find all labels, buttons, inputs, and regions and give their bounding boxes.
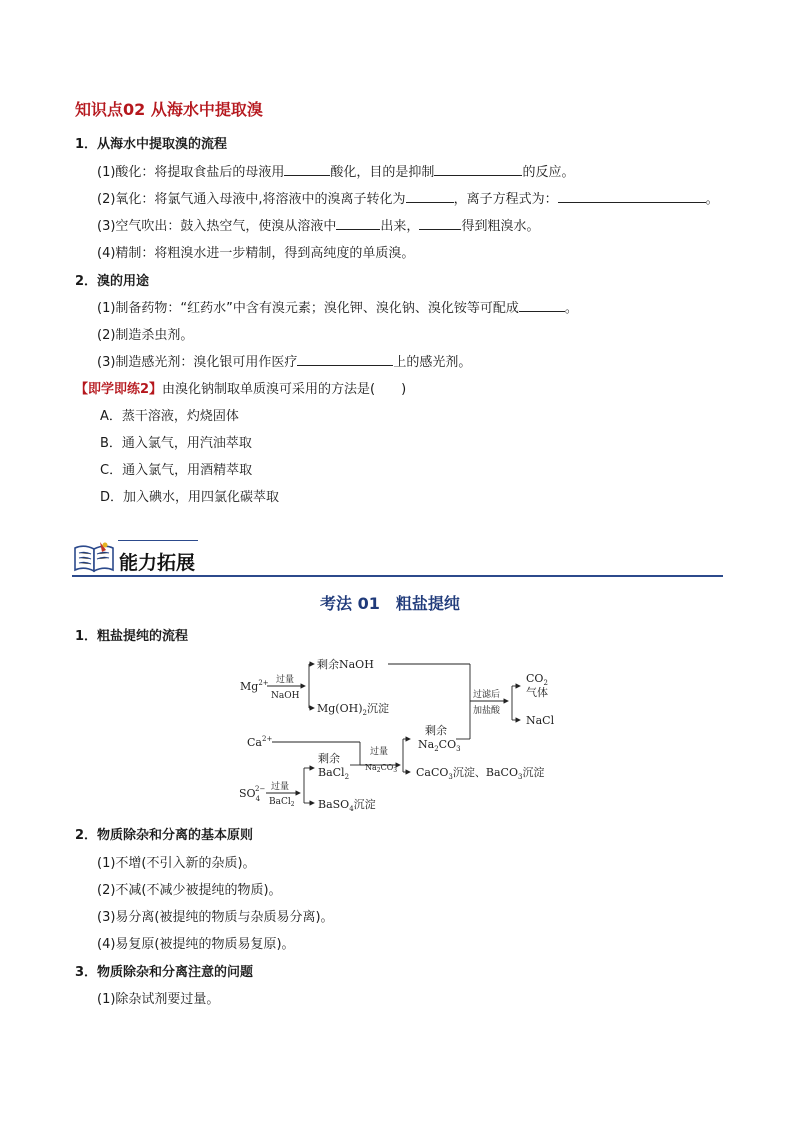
- ion-mg: $Mg^{2+}$: [240, 679, 269, 693]
- text-line: (3)易分离(被提纯的物质与杂质易分离)。: [97, 910, 334, 925]
- flow-node: BaCl$_2$: [318, 766, 350, 781]
- text-line: (1)除杂试剂要过量。: [97, 992, 220, 1007]
- section-title: 知识点02 从海水中提取溴: [75, 100, 263, 119]
- flow-node: CaCO$_3$沉淀、BaCO$_3$沉淀: [416, 766, 545, 781]
- answer-blank: [434, 163, 522, 176]
- reagent-label: 过量: [271, 782, 290, 792]
- flow-node: NaCl: [526, 714, 555, 727]
- text-line: [97, 188, 719, 207]
- text-fragment: 。: [564, 301, 578, 316]
- flow-node: 气体: [526, 686, 548, 699]
- book-icon: [72, 540, 116, 574]
- answer-blank: [419, 217, 461, 230]
- option-c: C．通入氯气，用酒精萃取: [100, 463, 253, 478]
- answer-blank: [284, 163, 330, 176]
- text-line: [97, 297, 578, 316]
- text-fragment: 上的感光剂。: [393, 355, 472, 370]
- flow-node: 剩余: [318, 752, 340, 765]
- text-fragment: 的反应。: [522, 165, 575, 180]
- reagent-label: NaOH: [271, 691, 300, 701]
- practice-tag: 【即学即练2】: [75, 382, 163, 397]
- text-line: (1)不增(不引入新的杂质)。: [97, 856, 256, 871]
- flow-node: $Mg(OH)_2$沉淀: [317, 702, 389, 717]
- banner-top-rule: [118, 540, 198, 541]
- flow-node: 剩余NaOH: [317, 658, 374, 671]
- flow-node: 剩余: [425, 724, 447, 737]
- text-fragment: ，离子方程式为：: [453, 192, 558, 207]
- banner-rule: [72, 575, 723, 577]
- answer-blank: [406, 190, 454, 203]
- text-line: (2)制造杀虫剂。: [97, 328, 194, 343]
- answer-blank: [519, 299, 565, 312]
- reagent-label: 过量: [276, 675, 295, 685]
- banner-title: 能力拓展: [119, 552, 196, 574]
- text-fragment: 得到粗溴水。: [461, 219, 540, 234]
- reagent-label: 过量: [370, 747, 389, 757]
- item-title: 2．物质除杂和分离的基本原则: [75, 828, 254, 843]
- reagent-label: 过滤后: [473, 690, 501, 700]
- text-fragment: (3)空气吹出：鼓入热空气，使溴从溶液中: [97, 219, 337, 234]
- item-title: 3．物质除杂和分离注意的问题: [75, 965, 254, 980]
- text-line: [97, 215, 539, 234]
- ion-ca: $Ca^{2+}$: [247, 735, 273, 749]
- text-fragment: (1)酸化：将提取食盐后的母液用: [97, 165, 285, 180]
- reagent-label: BaCl$_2$: [269, 797, 295, 808]
- option-d: D．加入碘水，用四氯化碳萃取: [100, 490, 280, 505]
- text-line: (4)精制：将粗溴水进一步精制，得到高纯度的单质溴。: [97, 246, 415, 261]
- text-fragment: 酸化，目的是抑制: [330, 165, 435, 180]
- text-line: [97, 161, 574, 180]
- ion-so4: $SO_42-$: [239, 785, 266, 803]
- text-fragment: (2)氧化：将氯气通入母液中,将溶液中的溴离子转化为: [97, 192, 406, 207]
- answer-blank: [558, 190, 706, 203]
- text-line: [97, 351, 471, 370]
- text-fragment: 由溴化钠制取单质溴可采用的方法是( ): [162, 382, 407, 397]
- reagent-label: $Na_2CO_3$: [365, 763, 398, 774]
- flow-node: $CO_2$: [526, 672, 548, 687]
- text-line: (4)易复原(被提纯的物质易复原)。: [97, 937, 295, 952]
- option-a: A．蒸干溶液，灼烧固体: [100, 409, 239, 424]
- item-title: 2．溴的用途: [75, 274, 150, 289]
- text-fragment: 出来，: [380, 219, 420, 234]
- method-title: 考法 01 粗盐提纯: [320, 594, 460, 613]
- answer-blank: [297, 353, 393, 366]
- flow-node: BaSO$_4$沉淀: [318, 798, 376, 813]
- practice-question: [75, 378, 406, 397]
- answer-blank: [336, 217, 380, 230]
- text-fragment: (1)制备药物：“红药水”中含有溴元素；溴化钾、溴化钠、溴化铵等可配成: [97, 301, 519, 316]
- option-b: B．通入氯气，用汽油萃取: [100, 436, 252, 451]
- reagent-label: 加盐酸: [473, 706, 501, 716]
- text-fragment: 。: [705, 192, 719, 207]
- flow-node: $Na_2CO_3$: [418, 738, 461, 753]
- text-fragment: (3)制造感光剂：溴化银可用作医疗: [97, 355, 298, 370]
- text-line: (2)不减(不减少被提纯的物质)。: [97, 883, 282, 898]
- item-title: 1．从海水中提取溴的流程: [75, 137, 228, 152]
- flow-diagram: [230, 648, 560, 818]
- item-title: 1．粗盐提纯的流程: [75, 629, 189, 644]
